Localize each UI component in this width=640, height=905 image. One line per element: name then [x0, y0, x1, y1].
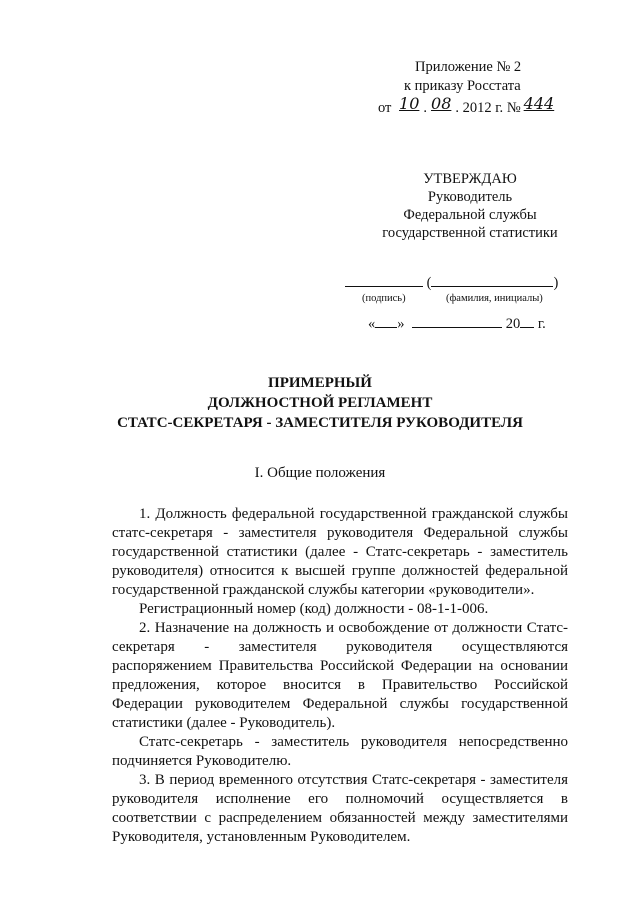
paragraph-1: 1. Должность федеральной государственной гражданской службы статс-секретаря - заместителя руководителя Федеральной службы государственной статистики (далее - Статс-секретарь - заместитель руководителя) относится к высшей группе должностей федеральной государственной гражданской службы категории «руководители». — [112, 506, 568, 598]
handwritten-order-number: 444 — [523, 94, 555, 113]
year-blank — [520, 313, 534, 328]
year-suffix-label: г. — [537, 316, 546, 332]
open-paren: ( — [426, 275, 432, 291]
month-blank — [412, 313, 502, 328]
date-open-quote: « — [368, 316, 376, 332]
paragraph-subordination: Статс-секретарь - заместитель руководителя непосредственно подчиняется Руководителю. — [112, 734, 568, 769]
approver-role-1: Руководитель — [427, 189, 513, 205]
doc-title-line-2: ДОЛЖНОСТНОЙ РЕГЛАМЕНТ — [207, 395, 433, 411]
date-close-quote: » — [397, 316, 405, 332]
day-blank — [375, 313, 397, 328]
paragraph-2: 2. Назначение на должность и освобождение от должности Статс-секретаря - заместителя руководителя осуществляются распоряжением Правительства Российской Федерации на основании предложения, которое вносится в Правительство Российской Федерации руководителем Федеральной службы государственной статистики (далее - Руководитель). — [112, 620, 568, 731]
year-prefix: 20 — [505, 316, 521, 332]
number-prefix: № — [506, 100, 521, 116]
order-reference: к приказу Росстата — [404, 78, 521, 94]
date-prefix: от — [378, 100, 392, 116]
doc-title-line-3: СТАТС-СЕКРЕТАРЯ - ЗАМЕСТИТЕЛЯ РУКОВОДИТЕЛЯ — [117, 415, 523, 431]
paragraph-registration-code: Регистрационный номер (код) должности - 08-1-1-006. — [139, 601, 489, 617]
signature-line — [345, 272, 558, 292]
handwritten-day: 10 — [399, 94, 420, 113]
approve-heading: УТВЕРЖДАЮ — [423, 171, 517, 187]
name-blank — [431, 272, 553, 287]
year-suffix: . 2012 г. — [455, 100, 504, 116]
body-text — [112, 505, 568, 847]
approval-date-line — [368, 313, 546, 333]
order-date-line: от 10 . 08 . 2012 г. № 444 — [378, 98, 557, 117]
section-heading: I. Общие положения — [254, 465, 386, 481]
paragraph-3: 3. В период временного отсутствия Статс-секретаря - заместителя руководителя исполнение его полномочий осуществляется в соответствии с распределением обязанностей между заместителями Руководителя, установленным Руководителем. — [112, 772, 568, 845]
name-caption: (фамилия, инициалы) — [446, 293, 543, 304]
approver-role-3: государственной статистики — [382, 225, 558, 241]
approver-role-2: Федеральной службы — [403, 207, 537, 223]
signature-blank — [345, 272, 423, 287]
signature-caption: (подпись) — [362, 293, 406, 304]
handwritten-month: 08 — [431, 94, 452, 113]
annex-label: Приложение № 2 — [415, 59, 522, 75]
doc-title-line-1: ПРИМЕРНЫЙ — [268, 375, 372, 391]
close-paren: ) — [553, 275, 559, 291]
